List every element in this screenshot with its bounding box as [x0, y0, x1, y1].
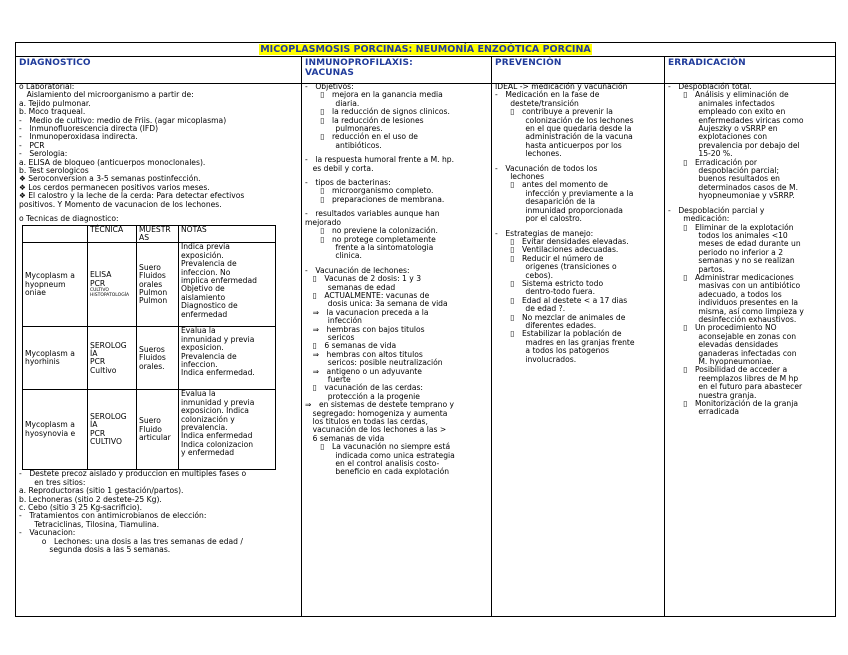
list-item: - la respuesta humoral frente a M. hp. [305, 155, 455, 165]
list-item: desinfección exhaustivos. [668, 314, 797, 324]
list-item: fuerte [305, 375, 351, 384]
diagnostico-top-list [19, 83, 299, 224]
list-item: o Laboratorial: [19, 82, 75, 91]
nota-line: exposicion. [181, 343, 224, 353]
list-item: - Tratamientos con antimicrobianos de elección: [19, 511, 207, 521]
list-item: ▯ Vacunas de 2 dosis: 1 y 3 [305, 274, 422, 284]
list-item: ▯ Eliminar de la explotación [668, 222, 794, 232]
tecnica-line: CULTIVO [90, 437, 122, 447]
nota-line: infeccion. [181, 359, 218, 369]
list-item: - Medio de cultivo: medio de Friis. (agar micoplasma) [19, 115, 227, 125]
muestra-line: orales [139, 279, 163, 289]
list-item: o Tecnicas de diagnostico: [19, 214, 119, 224]
notas-cell [179, 327, 276, 390]
organism-cell: Mycoplasm a hyopneum oniae [23, 243, 88, 327]
list-item: a todos los patogenos [495, 346, 610, 356]
nota-line: enfermedad [181, 309, 228, 319]
list-item: ▯ Evitar densidades elevadas. [495, 236, 629, 246]
nota-line: inmunidad y previa [181, 397, 255, 407]
list-item: de edad ?. [495, 304, 566, 314]
list-item: animales infectados [668, 98, 775, 108]
list-item: en el control analisis costo- [305, 459, 440, 469]
diagnostico-bottom-list [19, 470, 299, 554]
list-item: ▯ Reducir el número de [495, 253, 604, 263]
tecnica-line: ELISA [90, 270, 112, 280]
list-item: ▯ mejora en la ganancia media [305, 90, 443, 100]
list-item: administración de la vacuna [495, 132, 633, 142]
header-diagnostico: DIAGNOSTICO [19, 58, 91, 68]
muestra-line: Fluidos [139, 353, 166, 363]
list-item: ⇒ antigeno o un adyuvante [305, 366, 422, 376]
list-item: a. Reproductoras (sitio 1 gestación/partos). [19, 486, 184, 496]
document-table [15, 42, 836, 617]
list-item: en el futuro para abastecer [668, 382, 803, 392]
list-item: ▯ 6 semanas de vida [305, 341, 397, 351]
list-item: diferentes edades. [495, 320, 597, 330]
header-inmunoprofilaxis-line2: VACUNAS [305, 68, 354, 78]
list-item: indicada como unica estrategia [305, 450, 455, 460]
list-item: segunda dosis a las 5 semanas. [19, 544, 171, 554]
muestra-line: Pulmon [139, 288, 168, 298]
tecnica-line: SEROLOG ÍA [90, 412, 127, 430]
list-item: M. hyopneumoniae. [668, 357, 774, 366]
list-item: periodo no inferior a 2 [668, 247, 784, 257]
list-item: ⇒ hembras con altos titulos [305, 349, 423, 359]
document-title [16, 43, 835, 56]
nota-line: Indica previa [181, 242, 230, 252]
list-item: es debil y corta. [305, 163, 374, 173]
list-item: - Estrategias de manejo: [495, 228, 594, 238]
notas-cell [179, 243, 276, 327]
erradicacion-column [668, 83, 834, 417]
nota-line: prevalencia. [181, 422, 228, 432]
list-item: - Inmunoperoxidasa indirecta. [19, 132, 138, 142]
list-item: dosis unica: 3a semana de vida [305, 299, 448, 309]
list-item: ⇒ en sistemas de destete temprano y [305, 400, 455, 410]
list-item: IDEAL -> medicación y vacunación [495, 82, 628, 91]
nota-line: Indica enfermedad. [181, 368, 255, 378]
list-item: ▯ Estabilizar la población de [495, 329, 622, 339]
muestras-cell [137, 243, 179, 327]
list-item: pulmonares. [305, 124, 383, 134]
list-item: madres en las granjas frente [495, 337, 635, 347]
list-item: buenos resultados en [668, 174, 780, 184]
list-item: aconsejable en zonas con [668, 331, 797, 341]
list-item: hasta anticuerpos por los [495, 140, 622, 150]
list-item: clinica. [305, 251, 362, 261]
tecnica-cell [88, 390, 137, 470]
list-item: - tipos de bacterinas: [305, 178, 391, 188]
list-item: Tetraciclinas, Tilosina, Tiamulina. [19, 519, 159, 529]
list-item: vacunación de los lechones a las > [305, 425, 447, 435]
tecnica-small-text: CULTIVO HISTOPATOLOGÍA [90, 288, 130, 299]
list-item: ▯ No mezclar de animales de [495, 312, 626, 322]
list-item: ▯ Erradicación por [668, 157, 758, 167]
list-item: en tres sitios: [19, 477, 86, 487]
nota-line: inmunidad y previa [181, 334, 255, 344]
list-item: ▯ la reducción de lesiones [305, 115, 424, 125]
tecnicas-table-header [23, 225, 276, 243]
list-item: b. Lechoneras (sitio 2 destete-25 Kg). [19, 494, 162, 504]
list-item: Aujeszky o vSRRP en [668, 124, 778, 134]
list-item: ▯ Análisis y eliminación de [668, 90, 789, 100]
title-text: MICOPLASMOSIS PORCINAS: NEUMONÍA ENZOÓTICA PORCINA [260, 44, 591, 55]
header-inmunoprofilaxis-line1: INMUNOPROFILAXIS: [305, 58, 413, 68]
list-item: colonización de los lechones [495, 115, 634, 125]
nota-line: y enfermedad [181, 448, 235, 458]
prevencion-column [495, 83, 663, 364]
list-item: explotaciones con [668, 132, 768, 142]
list-item: despoblación parcial; [668, 166, 780, 176]
list-item: - Serologia: [19, 149, 68, 159]
table-row [23, 390, 276, 470]
list-item: destete/transición [495, 98, 579, 108]
list-item: b. Test serologicos [19, 166, 89, 176]
list-item: hyopneumoniae y vSRRP. [668, 191, 795, 201]
header-prevencion: PREVENCIÓN [495, 58, 562, 68]
nota-line: Evalua la [181, 389, 216, 399]
list-item: prevalencia por debajo del [668, 140, 800, 150]
list-item: ▯ no previene la colonización. [305, 226, 438, 236]
column-divider-1 [301, 56, 302, 616]
table-row [23, 243, 276, 327]
list-item: ▯ reducción en el uso de [305, 132, 418, 142]
muestra-line: Sueros [139, 344, 165, 354]
list-item: antibióticos. [305, 140, 382, 150]
th-organism [23, 225, 88, 243]
header-inmunoprofilaxis [305, 58, 413, 78]
list-item: beneficio en cada explotación [305, 467, 450, 477]
list-item: ▯ preparaciones de membrana. [305, 194, 445, 204]
muestra-line: Suero [139, 416, 161, 426]
list-item: involucrados. [495, 354, 577, 364]
nota-line: infeccion. No [181, 267, 231, 277]
nota-line: Indica enfermedad [181, 431, 253, 441]
list-item: adecuado, a todos los [668, 289, 782, 299]
list-item: positivos. Y Momento de vacunacion de los lechones. [19, 199, 222, 209]
list-item: cebos). [495, 270, 554, 280]
list-item: ▯ no protege completamente [305, 234, 436, 244]
list-item: - Inmunofluorescencia directa (IFD) [19, 124, 159, 134]
list-item: ▯ Un procedimiento NO [668, 323, 777, 333]
tecnicas-table [22, 225, 276, 471]
muestra-line: Fluido [139, 424, 162, 434]
list-item: mejorado [305, 217, 342, 227]
list-item: - PCR [19, 140, 45, 150]
tecnica-cell [88, 243, 137, 327]
list-item: semanas de edad [305, 282, 396, 292]
list-item: ▯ Sistema estricto todo [495, 278, 604, 288]
muestra-line: orales. [139, 361, 165, 371]
list-item: ▯ Posibilidad de acceder a [668, 365, 788, 375]
table-row [23, 327, 276, 390]
list-item: ▯ Monitorización de la granja [668, 399, 798, 409]
nota-line: implica enfermedad [181, 275, 257, 285]
list-item: infección [305, 316, 362, 326]
list-item: elevadas densidades [668, 340, 779, 350]
diagnostico-column [19, 83, 299, 554]
list-item: ▯ vacunación de las cerdas: [305, 383, 423, 393]
list-item: misma, así como limpieza y [668, 306, 804, 316]
muestra-line: Fluidos [139, 271, 166, 281]
list-item: inmunidad proporcionada [495, 205, 623, 215]
list-item: ▯ Ventilaciones adecuadas. [495, 245, 619, 255]
list-item: nuestra granja. [668, 390, 757, 400]
list-item: ⇒ la vacunacion preceda a la [305, 307, 429, 317]
tecnica-line: Cultivo [90, 365, 117, 375]
tecnica-line: PCR [90, 428, 106, 438]
list-item: ▯ Edad al destete < a 17 dias [495, 295, 628, 305]
list-item: diaria. [305, 98, 360, 108]
tecnica-cell [88, 327, 137, 390]
list-item: origenes (transiciones o [495, 262, 617, 272]
list-item: ▯ Administrar medicaciones [668, 272, 794, 282]
list-item: b. Moco traqueal. [19, 107, 86, 117]
list-item: c. Cebo (sitio 3 25 Kg-sacrificio). [19, 502, 143, 512]
nota-line: Diagnostico de [181, 301, 238, 311]
list-item: semanas y no se realizan [668, 256, 795, 266]
list-item: infección y previamente a la [495, 188, 634, 198]
nota-line: Prevalencia de [181, 351, 237, 361]
list-item: sericos: posible neutralización [305, 358, 443, 368]
list-item: o Lechones: una dosis a las tres semanas de edad / [19, 536, 243, 546]
title-divider [16, 56, 835, 57]
notas-cell [179, 390, 276, 470]
list-item: medicación: [668, 214, 730, 224]
nota-line: aislamiento [181, 292, 226, 302]
th-notas: NOTAS [179, 225, 276, 243]
list-item: por el calostro. [495, 214, 582, 224]
th-tecnica: TÉCNICA [88, 225, 137, 243]
nota-line: colonización y [181, 414, 235, 424]
list-item: todos los animales <10 [668, 230, 788, 240]
list-item: segregado: homogeniza y aumenta [305, 408, 448, 418]
list-item: en el que quedaria desde la [495, 124, 632, 134]
column-divider-2 [491, 56, 492, 616]
list-item: - resultados variables aunque han [305, 209, 440, 219]
nota-line: Evalua la [181, 326, 216, 336]
list-item: individuos presentes en la [668, 298, 799, 308]
th-muestras: MUESTR AS [137, 225, 179, 243]
nota-line: Prevalencia de [181, 259, 237, 269]
list-item: Aislamiento del microorganismo a partir de: [19, 90, 194, 100]
muestra-line: articular [139, 433, 171, 443]
muestras-cell [137, 327, 179, 390]
list-item: - Destete precoz aislado y produccion en multiples fases o [19, 469, 247, 479]
list-item: ⇒ hembras con bajos titulos [305, 324, 425, 334]
column-divider-3 [664, 56, 665, 616]
list-item: ❖ El calostro y la leche de la cerda: Para detectar efectivos [19, 191, 245, 201]
list-item: ▯ la reducción de signos clinicos. [305, 107, 450, 117]
list-item: los titulos en todas las cerdas, [305, 417, 428, 427]
inmunoprofilaxis-column [305, 83, 489, 477]
list-item: ▯ contribuye a prevenir la [495, 107, 613, 117]
list-item: - Despoblación parcial y [668, 205, 765, 215]
list-item: meses de edad durante un [668, 239, 801, 249]
list-item: masivas con un antibiótico [668, 281, 801, 291]
list-item: reemplazos libres de M hp [668, 373, 799, 383]
tecnica-line: SEROLOG ÍA [90, 340, 127, 358]
nota-line: exposición. [181, 250, 224, 260]
list-item: empleado con exito en [668, 107, 786, 117]
tecnica-line: PCR [90, 278, 106, 288]
list-item: ▯ microorganismo completo. [305, 186, 434, 196]
list-item: 15-20 %. [668, 149, 733, 159]
organism-cell: Mycoplasm a hyorhinis [23, 327, 88, 390]
tecnica-line: PCR [90, 357, 106, 367]
nota-line: exposicion. Indica [181, 406, 249, 416]
list-item: ❖ Seroconversion a 3-5 semanas postinfección. [19, 174, 201, 184]
list-item: desaparición de la [495, 197, 596, 207]
list-item: ▯ La vacunación no siempre está [305, 442, 451, 452]
organism-cell: Mycoplasm a hyosynovia e [23, 390, 88, 470]
list-item: erradicada [668, 407, 740, 417]
list-item: ▯ antes del momento de [495, 180, 608, 190]
list-item: ❖ Los cerdos permanecen positivos varios meses. [19, 182, 210, 192]
list-item: - Objetivos: [305, 82, 354, 91]
list-item: ganaderas infectadas con [668, 348, 797, 358]
list-item: protección a la progenie [305, 391, 420, 401]
list-item: a. Tejido pulmonar. [19, 98, 91, 108]
list-item: enfermedades viricas como [668, 115, 804, 125]
nota-line: Objetivo de [181, 284, 225, 294]
list-item: - Vacunación de lechones: [305, 265, 410, 275]
list-item: partos. [668, 264, 725, 274]
list-item: frente a la sintomatologia [305, 242, 434, 252]
muestra-line: Pulmon [139, 296, 168, 306]
list-item: a. ELISA de bloqueo (anticuerpos monoclonales). [19, 157, 206, 167]
list-item: - Vacunación de todos los [495, 163, 598, 173]
list-item: - Despoblación total. [668, 82, 752, 91]
list-item: - Medicación en la fase de [495, 90, 600, 100]
list-item: lechones. [495, 149, 562, 159]
muestra-line: Suero [139, 262, 161, 272]
muestras-cell [137, 390, 179, 470]
list-item: lechones [495, 172, 545, 182]
nota-line: Indica colonizacion [181, 439, 254, 449]
list-item: dentro-todo fuera. [495, 287, 595, 297]
list-item: determinados casos de M. [668, 182, 798, 192]
list-item: 6 semanas de vida [305, 433, 385, 443]
list-item: sericos [305, 332, 355, 342]
header-erradicacion: ERRADICACIÓN [668, 58, 746, 68]
list-item: ▯ ACTUALMENTE: vacunas de [305, 290, 430, 300]
list-item: - Vacunacion: [19, 528, 76, 538]
